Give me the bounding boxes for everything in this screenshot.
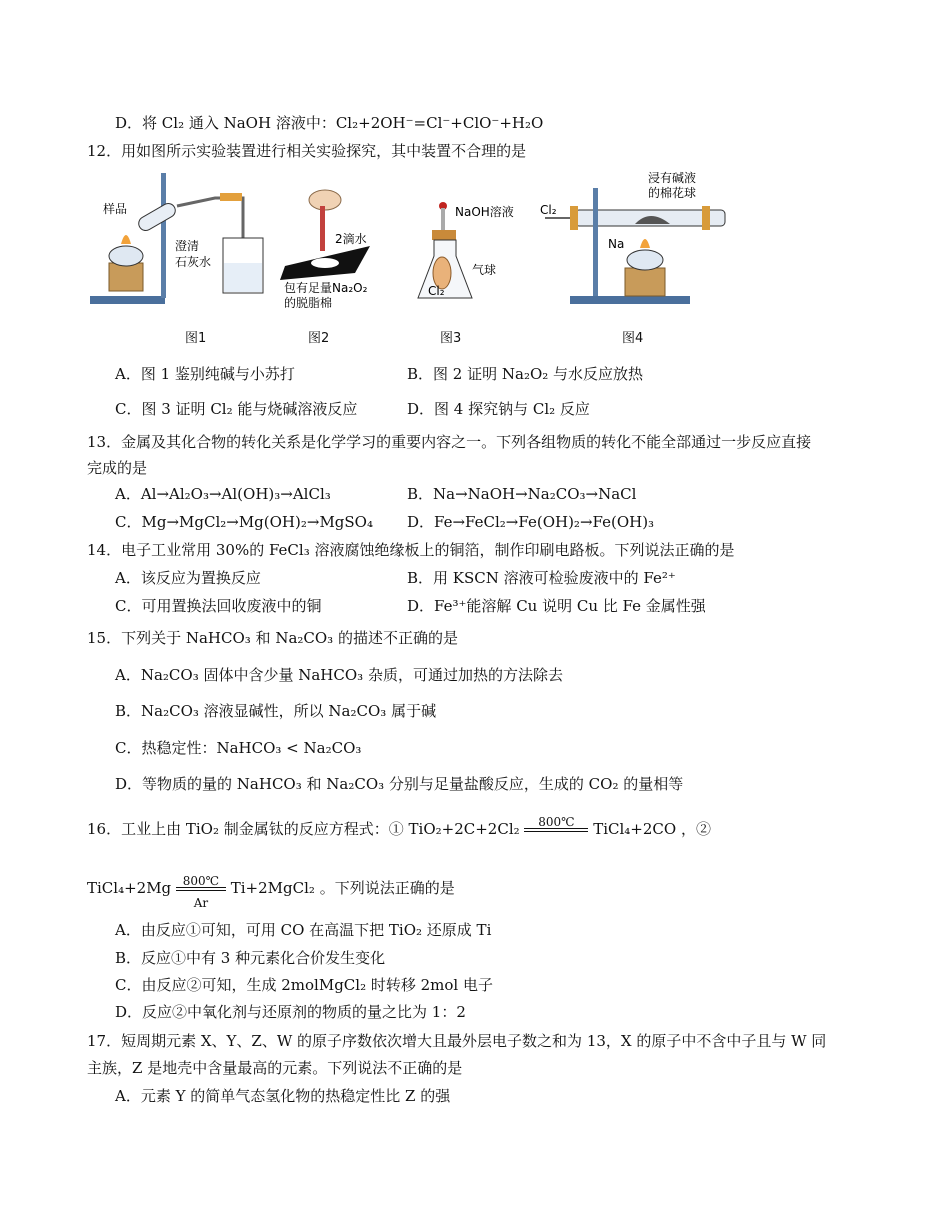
q16-stem-mid: ，② (680, 820, 711, 838)
q13-option-a: A．Al→Al₂O₃→Al(OH)₃→AlCl₃ (115, 485, 331, 503)
q16-stem-line-1 (87, 815, 711, 839)
q16-stem-intro: 16．工业上由 TiO₂ 制金属钛的反应方程式：① (87, 820, 404, 838)
fig3-label-naoh: NaOH溶液 (455, 205, 514, 219)
q14-option-a: A．该反应为置换反应 (115, 569, 261, 587)
fig4-caption: 图4 (622, 331, 644, 346)
q12-option-b: B．图 2 证明 Na₂O₂ 与水反应放热 (407, 365, 644, 383)
q15-option-d: D．等物质的量的 NaHCO₃ 和 Na₂CO₃ 分别与足量盐酸反应，生成的 CO₂ 的量相等 (115, 775, 684, 793)
fig4-label-cl2: Cl₂ (540, 203, 557, 217)
q16-eq1-arrow (524, 815, 588, 832)
figure-3 (410, 168, 530, 308)
figure-2 (280, 168, 390, 308)
q16-stem-line-2 (87, 874, 455, 910)
fig3-label-balloon: 气球 (472, 263, 497, 277)
q16-eq2-condition-bottom: Ar (193, 896, 209, 910)
q17-option-a: A．元素 Y 的简单气态氢化物的热稳定性比 Z 的强 (115, 1087, 451, 1105)
q14-stem: 14．电子工业常用 30%的 FeCl₃ 溶液腐蚀绝缘板上的铜箔，制作印刷电路板。下列说法正确的是 (87, 541, 735, 559)
fig1-label-limewater-1: 澄清 (175, 239, 200, 253)
q17-stem-line-1: 17．短周期元素 X、Y、Z、W 的原子序数依次增大且最外层电子数之和为 13，X 的原子中不含中子且与 W 同 (87, 1032, 827, 1050)
q13-stem-line-1: 13．金属及其化合物的转化关系是化学学习的重要内容之一。下列各组物质的转化不能全部通过一步反应直接 (87, 433, 812, 451)
q16-option-d: D．反应②中氧化剂与还原剂的物质的量之比为 1：2 (115, 1003, 466, 1021)
q12-option-c: C．图 3 证明 Cl₂ 能与烧碱溶液反应 (115, 400, 358, 418)
q15-option-c: C．热稳定性：NaHCO₃ < Na₂CO₃ (115, 739, 362, 757)
q13-option-b: B．Na→NaOH→Na₂CO₃→NaCl (407, 485, 637, 503)
fig1-label-sample: 样品 (103, 202, 128, 216)
q14-option-c: C．可用置换法回收废液中的铜 (115, 597, 322, 615)
q16-eq1-condition: 800℃ (538, 815, 575, 829)
q16-stem-tail: 。下列说法正确的是 (319, 879, 455, 897)
q16-eq2-condition-top: 800℃ (182, 874, 220, 888)
q13-stem-line-2: 完成的是 (87, 459, 148, 477)
q12-option-d: D．图 4 探究钠与 Cl₂ 反应 (407, 400, 590, 418)
fig4-label-na: Na (608, 237, 625, 251)
fig1-caption: 图1 (185, 331, 207, 346)
fig4-label-cotton-2: 的棉花球 (648, 186, 697, 200)
fig2-label-cotton-2: 的脱脂棉 (284, 296, 333, 308)
fig2-label-water: 2滴水 (335, 232, 367, 246)
fig2-caption: 图2 (308, 331, 330, 346)
q16-option-a: A．由反应①可知，可用 CO 在高温下把 TiO₂ 还原成 Ti (115, 921, 492, 939)
q16-option-c: C．由反应②可知，生成 2molMgCl₂ 时转移 2mol 电子 (115, 976, 493, 994)
q16-eq1-right: TiCl₄+2CO (593, 820, 677, 838)
q16-eq2-arrow (176, 874, 226, 910)
q16-option-b: B．反应①中有 3 种元素化合价发生变化 (115, 949, 386, 967)
q15-option-b: B．Na₂CO₃ 溶液显碱性，所以 Na₂CO₃ 属于碱 (115, 702, 437, 720)
fig3-label-cl2: Cl₂ (428, 284, 445, 298)
fig4-label-cotton-1: 浸有碱液 (648, 171, 697, 185)
q16-eq2-right: Ti+2MgCl₂ (230, 879, 315, 897)
q12-stem: 12．用如图所示实验装置进行相关实验探究，其中装置不合理的是 (87, 142, 527, 160)
fig2-label-cotton-1: 包有足量Na₂O₂ (284, 281, 368, 295)
q14-option-b: B．用 KSCN 溶液可检验废液中的 Fe²⁺ (407, 569, 676, 587)
figure-1 (85, 168, 275, 308)
q15-stem: 15．下列关于 NaHCO₃ 和 Na₂CO₃ 的描述不正确的是 (87, 629, 458, 647)
q13-option-d: D．Fe→FeCl₂→Fe(OH)₂→Fe(OH)₃ (407, 513, 655, 531)
q12-option-a: A．图 1 鉴别纯碱与小苏打 (115, 365, 295, 383)
q11-option-d: D．将 Cl₂ 通入 NaOH 溶液中：Cl₂+2OH⁻=Cl⁻+ClO⁻+H₂O (115, 114, 544, 132)
q16-eq1-left: TiO₂+2C+2Cl₂ (408, 820, 520, 838)
q13-option-c: C．Mg→MgCl₂→Mg(OH)₂→MgSO₄ (115, 513, 373, 531)
fig3-caption: 图3 (440, 331, 462, 346)
fig1-label-limewater-2: 石灰水 (175, 255, 212, 269)
q16-eq2-left: TiCl₄+2Mg (87, 879, 172, 897)
q15-option-a: A．Na₂CO₃ 固体中含少量 NaHCO₃ 杂质，可通过加热的方法除去 (115, 666, 563, 684)
figure-4 (530, 168, 730, 308)
q14-option-d: D．Fe³⁺能溶解 Cu 说明 Cu 比 Fe 金属性强 (407, 597, 706, 615)
q17-stem-line-2: 主族，Z 是地壳中含量最高的元素。下列说法不正确的是 (87, 1059, 463, 1077)
